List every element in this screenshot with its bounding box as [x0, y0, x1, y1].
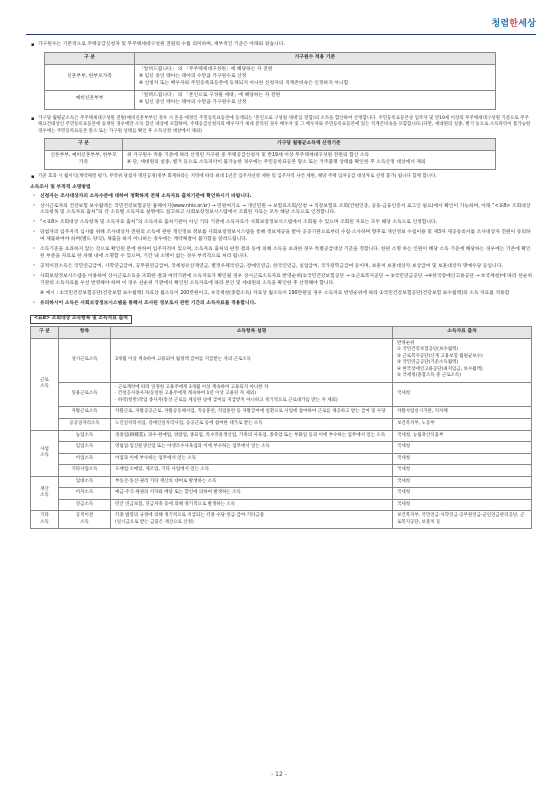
table3-desc-cell: 경종업(耕種業), 과수·원예업, 양잠업, 종묘업, 특수작물생산업, 가축의 사육업, 종축업 또는 부화업 등과 이에 부수하는 업무에서 얻는 소득	[111, 430, 393, 442]
table3-desc-cell: 노인일자리사업, 장애인일자리사업, 공공근로 등에 참여한 대가로 받는 소득	[111, 419, 393, 431]
table-row	[31, 382, 532, 407]
table1-row-value: 「알려드립니다」 의 「무주택세대구성원」에 해당하는 자 전원 ※ 임신 중인 태아는 태아의 수만큼 가구원수로 산정 ※ 신청자 또는 배우자와 주민등록표등본에 등재되지 아니한 신청자의 직계존비속은 인정하지 아니함	[135, 64, 496, 90]
logo: 청렴한세상	[491, 19, 536, 29]
table3-header-category: 구 분	[31, 326, 59, 338]
table1-header-criteria: 가구원수 적용 기준	[135, 52, 496, 64]
paragraph: · 공적이전소득은 국민연금급여, 사학연금급여, 공무원연금급여, 국세청유산재연금, 별정우체국연금, 장애인연금, 한국인연금, 실업급여, 국가장학금급여 등이며, 보훈처 보훈대상자 보상급여 및 보훈대상자 명예수당 등입니다.	[30, 264, 532, 271]
table3-source-cell: 국세청	[393, 453, 532, 465]
household-count-table	[44, 52, 496, 110]
table3-source-cell: 보건복지부, 국민연금·사학연금·공무원연금·군인연금관리공단, 근로복지공단, 보훈처 등	[393, 511, 532, 529]
table3-item-cell: 상시근로소득	[59, 338, 111, 382]
table3-item-cell: 이자소득	[59, 488, 111, 500]
table3-desc-cell: · 근로계약에 따라 일정한 고용주에게 3개월 이상 계속하여 고용되지 아니한 자 · 건설공사종사자(동일한 고용주에게 계속하여 1년 이상 고용된 자 제외) · 하역(항만)작업 종사자(통상 근로를 제공한 날에 급여를 지급받지 아니하고 정기적으로 근로대가를 받는 자 제외)	[111, 382, 393, 407]
table3-header-source: 소득자료 출처	[393, 326, 532, 338]
page-number: - 12 -	[271, 771, 287, 778]
table3-source-cell: 자활사업실시기관, 지자체	[393, 407, 532, 419]
table3-source-cell: 국세청	[393, 488, 532, 500]
header-rule	[26, 34, 536, 35]
table-row	[31, 442, 532, 454]
table-row	[31, 453, 532, 465]
table3-source-cell: 국세청	[393, 476, 532, 488]
intro-text: ▪ 가구원수는 기본적으로 주택공급신청자 및 무주택세대구성원 전원의 수를 의미하며, 세부적인 기준은 아래와 같습니다.	[30, 42, 532, 49]
table3-item-cell: 임대소득	[59, 476, 111, 488]
table-row	[31, 407, 532, 419]
penalty-text: ▪ 기준 효과 시 월이익(계약체결 평가, 무작위 당첨자 명단공개(정부 회계하라는 지역에 따라 최대 1년간 입주자선정 제한 및 입주자격 사건 제한, 해당 주택 임차공급 대상자로 선정 불가) 됩니다 함께 합니다.	[30, 174, 532, 181]
table3-desc-cell: 각종 법령의 규정에 의해 정기적으로 지급되는 각종 수당·연금·급여·기타금품 (일시금으로 받는 금품은 재산으로 산정)	[111, 511, 393, 529]
paragraph-end: · 유의하시어 소득은 사회보장정보시스템을 통해서 조사된 정보로서 관련 기간의 소득자료를 적용합니다.	[30, 301, 532, 308]
table3-item-cell: 기타사업소득	[59, 465, 111, 477]
paragraph: · “<표8> 조회대상 소득항목 및 소득자료 출처”의 소득자료 출처기관이 아닌 기타 기관에 소득자료가 사회보장정보시스템에서 조회될 수 있으며 조회된 자료는 모두 해당 소득으로 인정합니다.	[30, 220, 532, 227]
paragraph: · 소득기준을 초과하지 않는 것으로 확인된 분에 한하여 입주자격이 있으며, 소득자료 출처의 판정 결과 등에 의해 소득을 초과한 경우 특별공급대상 기준을 정합니다. 한편 소명 하는 인원이 해당 소득 기준에 해당하는 경우에는 기존에 확인된 부분을 자료로 한 차례 내에 소명할 수 있으며, 기간 내 소명이 없는 경우 부적격으로 처리 됩니다.	[30, 247, 532, 261]
table3-source-cell: 국세청	[393, 382, 532, 407]
table3-caption: <표8> 조회대상 소득항목 및 소득자료 출처	[30, 315, 132, 324]
table-row	[31, 419, 532, 431]
table3-desc-cell: 민간 연금보험, 연금저축 등에 의해 정기적으로 발생하는 소득	[111, 499, 393, 511]
table1-row-key: 예비신혼부부	[45, 90, 135, 109]
section-title: 소득조사 및 부적격 소명방법	[30, 184, 91, 190]
table3-source-cell: 국세청	[393, 465, 532, 477]
table1-row-key: 신혼부부, 한부모가족	[45, 64, 135, 90]
example-note: ※ 예시 : ①국민건강보험공단(건강보험 보수월액) 자료상 월소득이 200만원이고, ⑤국세청(종합소득) 자료상 월소득이 190만원일 경우 소득자료 반영순위에 따라 ①국민건강보험공단(건강보험 보수월액)의 소득 자료를 적용함	[40, 291, 510, 297]
table3-item-cell: 농업소득	[59, 430, 111, 442]
content	[30, 42, 532, 529]
income-criteria-table	[44, 138, 496, 170]
table3-desc-cell: 영림업·임산물생산업 또는 야생조수사육업과 이에 부수하는 업무에서 얻는 소득	[111, 442, 393, 454]
table3-desc-cell: 부동산·동산·권리 기타 재산의 대여로 발생하는 소득	[111, 476, 393, 488]
table1-row-value: 「알려드립니다」 의 「혼인으로 구성될 세대」에 해당하는 자 전원 ※ 임신 중인 태아는 태아의 수만큼 가구원수로 산정	[135, 90, 496, 109]
table-row	[31, 511, 532, 529]
table3-source-cell: 국세청	[393, 442, 532, 454]
table3-item-cell: 어업소득	[59, 453, 111, 465]
table3-item-cell: 임업소득	[59, 442, 111, 454]
paragraph: · 상시근로자의 건강보험 보수월액은 국민건강보험공단 홈페이지(www.nhis.or.kr) → 민원여기요 → 개인민원 → 보험료조회/신청 → 직장보험료 조회(간편인증, 공동·금융인증서 로그인 필요)에서 확인이 가능하며, 아래 “<표8> 조회대상 소득항목 및 소득자료 출처”의 각 소득별 소득자료 설명에도 참고하고 사회보장정보시스템에서 조회된 자료는 모두 해당 소득으로 인정합니다.	[30, 204, 532, 218]
paragraph: · 당첨자의 입주자격 심사를 위해 조사대상자 전원의 소득에 관한 개인정보 정보를 사회보장정보시스템을 통해 정보제공을 받아 공공기관으로부터 수집·소사하며 향후로 개인정보 수집이용 및 제3자 제공동의서를 조사대상자 전원이 동의하여 제출하여야 하며(별도 양식), 제출을 하지 아니하는 경우에는 계약체결이 불가함을 알려드립니다.	[30, 230, 532, 244]
table2-header-criteria: 가구당 월평균소득액 산정기준	[123, 139, 496, 151]
table3-group-cell: 기타 소득	[31, 511, 59, 529]
paragraph: · 사회보장정보시스템을 이용하여 상시근로소득을 조회한 결과 여러기관에 소득자료가 확인될 경우 상시근로소득자료 반영순위(①국민건강보험공단 → ②근로복지공단 → ③국민연금공단 →④한국장애인고용공단 → ⑤국세청)에 따라 선순위 기관의 소득자료를 우선 반영해야 하며 이 경우 선순위 기관에서 확인된 소득자료에 따라 본인 및 세대원의 소득을 확인한 후 산정해야 합니다.	[30, 274, 532, 288]
table3-desc-cell: 도매업·소매업, 제조업, 기타 사업에서 얻는 소득	[111, 465, 393, 477]
table3-desc-cell: 자활근로, 자활공공근로, 자활공동체사업, 적응훈련, 직업훈련 등 자활급여에 일환으로 사업에 참여하여 근로를 제공하고 받는 급여 및 수당	[111, 407, 393, 419]
table3-desc-cell: 어업과 이에 부수하는 업무에서 얻는 소득	[111, 453, 393, 465]
table-row	[31, 430, 532, 442]
income-calc-text: ▪ 가구당 월평균소득은 무주택세대구성원 전원(예비신혼부부인 경우 시 혼을 예정인 주민등록표등본에 등재되는 '혼인으로 구성될 세대'를 말함)의 소득을 합산하여 산정합니다. 주민등록표등본상 입주자 및 만19세 이상의 무주택세대구성원 기준으로 무주택요건대상인 주민등록표등본에 등재된 경우에만 소득 합산 대상에 포함하며, 주택공급신청자의 배우자가 세대 분리된 경우 배우자 및 그 배우자와 주민등록표등본에 있는 직계존비속을 포함합니다.(다만, 세대원의 실종, 별거 등으로 소득파악이 불가능한 경우에는 주민등록표등본 말소 또는 가구원 상태를 확인 후 소득산정 대상에서 제외)	[30, 116, 532, 136]
table3-item-cell: 공적이전 소득	[59, 511, 111, 529]
paragraph: · 신청자는 조사대상자의 소득수준에 대하여 정확하게 전체 소득자료 출처기관에 확인하시기 바랍니다.	[30, 194, 532, 201]
table3-item-cell: 연금소득	[59, 499, 111, 511]
table3-source-cell: 국세청	[393, 499, 532, 511]
income-source-table	[30, 326, 532, 529]
table3-source-cell: 보건복지부, 노동부	[393, 419, 532, 431]
table3-source-cell: 국세청, 농림축산식품부	[393, 430, 532, 442]
table2-row-value: 위 가구원수 적용 기준에 따라 산정된 가구원 중 주택공급신청자 및 만19세 이상 무주택세대구성원 전원의 합산 소득 ※ 단, 세대원의 실종, 별거 등으로 소득파악이 불가능한 경우에는 주민등록표등본 말소 또는 거주불명 상태를 확인한 후 소득산정 대상에서 제외	[123, 151, 496, 170]
table3-item-cell: 자활근로소득	[59, 407, 111, 419]
table3-header-item: 항목	[59, 326, 111, 338]
table-row	[31, 488, 532, 500]
table-row	[31, 338, 532, 382]
table3-group-cell: 사업 소득	[31, 430, 59, 476]
table-row	[31, 465, 532, 477]
table1-header-category: 구 분	[45, 52, 135, 64]
table3-item-cell: 일용근로소득	[59, 382, 111, 407]
table3-item-cell: 공공일자리소득	[59, 419, 111, 431]
table2-header-category: 구 분	[45, 139, 123, 151]
table2-row-key: 신혼부부, 예비신혼부부, 한부모가족	[45, 151, 123, 170]
table3-source-cell: 반영순위 ① 국민건강보험공단(보수월액) ② 근로복지공단(산재 고용보험 월평균보수) ③ 국민연금공단(기준소득월액) ④ 한국장애인고용공단(최저임금, 보수월액) ⑤ 국세청(종합소득 중 근로소득)	[393, 338, 532, 382]
table3-group-cell: 근로 소득	[31, 338, 59, 430]
table3-group-cell: 재산 소득	[31, 476, 59, 511]
table-row	[31, 499, 532, 511]
table-row	[31, 476, 532, 488]
table3-header-desc: 소득항목 설명	[111, 326, 393, 338]
table3-desc-cell: 예금·주식·채권의 이자와 배당 또는 할인에 의하여 발생하는 소득	[111, 488, 393, 500]
table3-desc-cell: 3개월 이상 계속하여 고용되어 월정액 급여를 지급받는 자의 근로소득	[111, 338, 393, 382]
